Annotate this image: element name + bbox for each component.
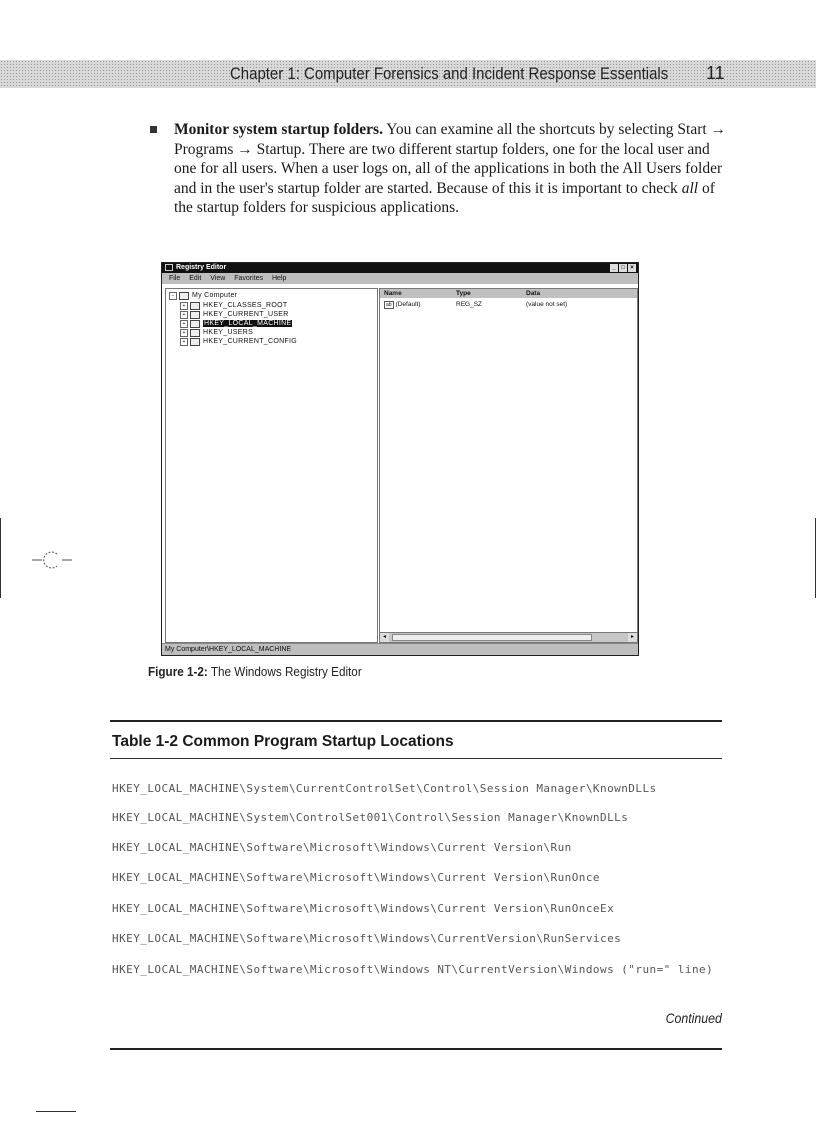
list-header [380, 289, 637, 298]
value-row[interactable] [380, 300, 637, 309]
bullet-body-2: of the startup folders for suspicious applications. [174, 179, 715, 217]
table-bottom-rule [110, 1048, 722, 1050]
table-header-rule [110, 758, 722, 759]
bullet-body-1: You can examine all the shortcuts by selecting Start → Programs → Startup. There are two different startup folders, one for the local user and one for all users. When a user logs on, all of the applications in both the All Users folder and in the user's startup folder are started. Because of this it is important to check [174, 121, 727, 197]
folder-icon [190, 311, 200, 319]
registry-editor-screenshot [161, 262, 639, 656]
registry-app-icon [165, 264, 173, 271]
bullet-square-icon [150, 126, 157, 133]
minimize-icon[interactable]: _ [610, 264, 618, 272]
table-row: HKEY_LOCAL_MACHINE\System\CurrentControlSet\Control\Session Manager\KnownDLLs [112, 782, 657, 795]
crop-mark-bottom [36, 1111, 76, 1112]
menu-help[interactable]: Help [272, 275, 287, 282]
registration-mark-icon [30, 548, 74, 572]
tree-item-hku[interactable]: + HKEY_USERS [180, 328, 253, 337]
tree-item-hklm[interactable]: + HKEY_LOCAL_MACHINE [180, 319, 292, 328]
value-type: REG_SZ [456, 301, 483, 308]
menu-file[interactable]: File [169, 275, 181, 282]
figure-label: Figure 1-2: [148, 664, 208, 679]
tree-root[interactable]: − My Computer [169, 291, 237, 300]
scroll-thumb[interactable] [392, 634, 592, 641]
expand-icon[interactable]: + [180, 320, 188, 328]
expand-icon[interactable]: + [180, 311, 188, 319]
value-name: ab (Default) [386, 301, 421, 308]
scroll-right-icon[interactable]: ▸ [628, 633, 637, 642]
value-data: (value not set) [526, 301, 568, 308]
menu-bar [162, 273, 638, 284]
menu-edit[interactable]: Edit [189, 275, 202, 282]
crop-mark-left [0, 518, 1, 598]
folder-icon [190, 338, 200, 346]
table-row: HKEY_LOCAL_MACHINE\Software\Microsoft\Windows\CurrentVersion\RunServices [112, 932, 622, 945]
collapse-icon[interactable]: − [169, 292, 177, 300]
table-row: HKEY_LOCAL_MACHINE\Software\Microsoft\Windows\Current Version\RunOnce [112, 871, 601, 884]
folder-icon [190, 302, 200, 310]
page-number: 11 [706, 63, 725, 83]
menu-favorites[interactable]: Favorites [234, 275, 264, 282]
bullet-emphasis: all [681, 179, 699, 197]
status-path: My Computer\HKEY_LOCAL_MACHINE [165, 646, 292, 653]
continued-label: Continued [665, 1010, 722, 1026]
string-value-icon: ab [386, 302, 392, 308]
table-row: HKEY_LOCAL_MACHINE\Software\Microsoft\Windows\Current Version\Run [112, 841, 572, 854]
computer-icon [179, 292, 189, 300]
registry-values-pane[interactable] [379, 288, 638, 643]
bullet-lead: Monitor system startup folders. [174, 121, 383, 138]
tree-item-hkcc[interactable]: + HKEY_CURRENT_CONFIG [180, 337, 297, 346]
maximize-icon[interactable]: □ [619, 264, 627, 272]
figure-caption [148, 664, 362, 679]
status-bar [162, 643, 638, 655]
table-row: HKEY_LOCAL_MACHINE\Software\Microsoft\Windows NT\CurrentVersion\Windows ("run=" line) [112, 963, 714, 976]
column-data[interactable]: Data [526, 290, 541, 297]
column-type[interactable]: Type [456, 290, 471, 297]
registry-tree-pane[interactable] [165, 288, 378, 643]
bullet-text [174, 120, 730, 218]
expand-icon[interactable]: + [180, 338, 188, 346]
scroll-left-icon[interactable]: ◂ [380, 633, 389, 642]
table-title: Table 1-2 Common Program Startup Locations [112, 733, 454, 750]
expand-icon[interactable]: + [180, 302, 188, 310]
horizontal-scrollbar[interactable] [380, 632, 637, 642]
window-controls [609, 264, 636, 272]
menu-view[interactable]: View [210, 275, 226, 282]
figure-caption-text: The Windows Registry Editor [207, 664, 362, 679]
window-title: Registry Editor [176, 264, 227, 271]
folder-icon [190, 329, 200, 337]
tree-item-hkcr[interactable]: + HKEY_CLASSES_ROOT [180, 301, 287, 310]
table-top-rule [110, 720, 722, 722]
tree-item-hkcu[interactable]: + HKEY_CURRENT_USER [180, 310, 289, 319]
bullet-paragraph [150, 120, 730, 218]
window-titlebar [162, 263, 638, 273]
table-row: HKEY_LOCAL_MACHINE\System\ControlSet001\Control\Session Manager\KnownDLLs [112, 811, 629, 824]
close-icon[interactable]: × [628, 264, 636, 272]
column-name[interactable]: Name [384, 290, 402, 297]
running-header-title: Chapter 1: Computer Forensics and Incident Response Essentials [230, 64, 669, 83]
expand-icon[interactable]: + [180, 329, 188, 337]
open-folder-icon [190, 320, 200, 328]
table-row: HKEY_LOCAL_MACHINE\Software\Microsoft\Windows\Current Version\RunOnceEx [112, 902, 615, 915]
